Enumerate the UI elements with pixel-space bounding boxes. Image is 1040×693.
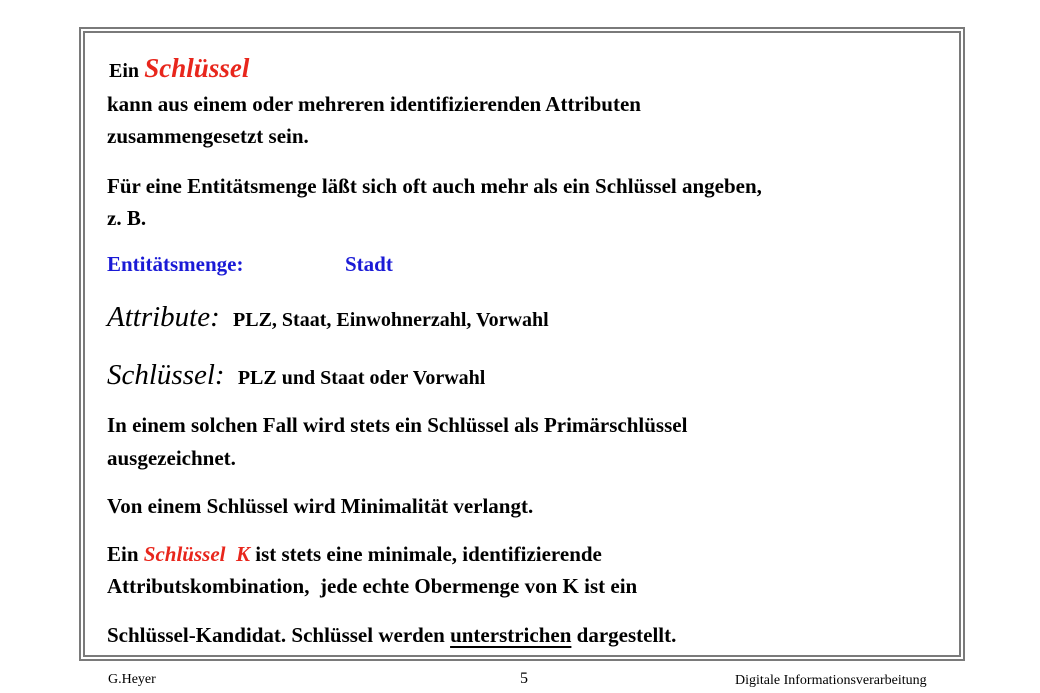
para3-line1: In einem solchen Fall wird stets ein Schlüssel als Primärschlüssel	[107, 413, 688, 437]
title-keyword: Schlüssel	[144, 53, 250, 83]
para2-line2: z. B.	[107, 206, 147, 230]
title-prefix: Ein	[109, 60, 140, 82]
para6-underlined: unterstrichen	[450, 623, 572, 647]
attributes-row	[107, 301, 549, 333]
para6	[107, 622, 676, 648]
para6-suffix: dargestellt.	[576, 623, 677, 647]
footer-author: G.Heyer	[108, 672, 156, 687]
keys-label: Schlüssel:	[107, 359, 225, 391]
attributes-label: Attribute:	[107, 301, 220, 333]
para5-keyword: Schlüssel K	[143, 542, 250, 566]
footer-course: Digitale Informationsverarbeitung	[735, 673, 927, 688]
para2-line1: Für eine Entitätsmenge läßt sich oft auch mehr als ein Schlüssel angeben,	[107, 174, 762, 198]
keys-row	[107, 359, 486, 391]
para1-line2: zusammengesetzt sein.	[107, 124, 309, 148]
keys-value: PLZ und Staat oder Vorwahl	[237, 367, 486, 389]
footer-page-number: 5	[520, 670, 528, 687]
para4: Von einem Schlüssel wird Minimalität verlangt.	[107, 494, 534, 518]
para5-rest: ist stets eine minimale, identifizierende	[255, 542, 602, 566]
para5-line2: Attributskombination, jede echte Obermenge von K ist ein	[107, 574, 638, 598]
para5-prefix: Ein	[107, 542, 139, 566]
entity-label: Entitätsmenge:	[107, 252, 244, 276]
para5-line1	[107, 541, 602, 567]
para6-prefix: Schlüssel-Kandidat. Schlüssel werden	[107, 623, 445, 647]
para3-line2: ausgezeichnet.	[107, 446, 236, 470]
slide-title	[109, 55, 249, 84]
entity-value: Stadt	[345, 252, 393, 276]
attributes-value: PLZ, Staat, Einwohnerzahl, Vorwahl	[233, 309, 549, 331]
para1-line1: kann aus einem oder mehreren identifizierenden Attributen	[107, 92, 641, 116]
